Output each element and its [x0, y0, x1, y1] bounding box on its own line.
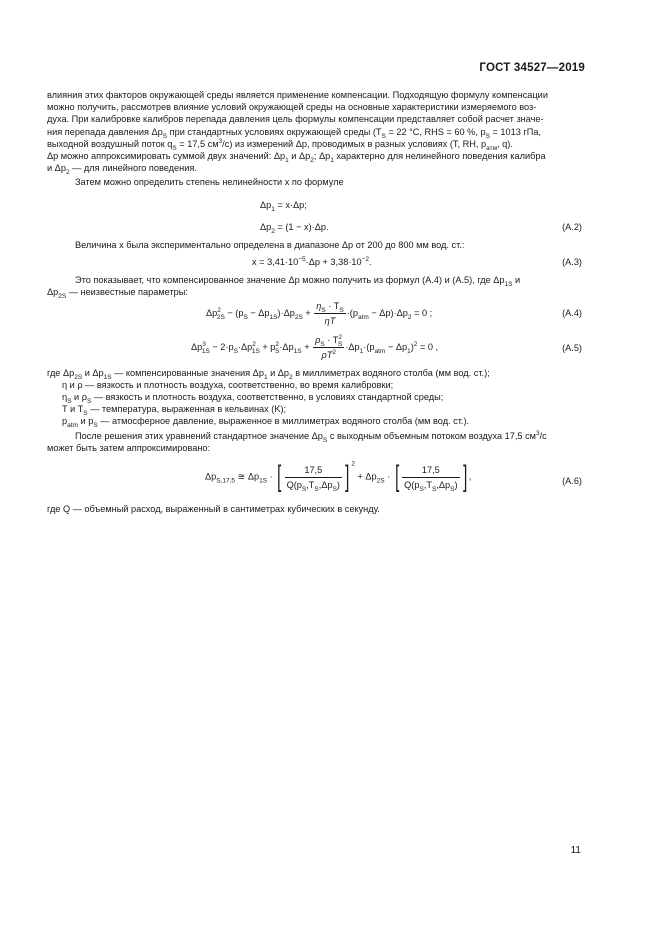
equation-number-a2: (A.2): [562, 222, 582, 232]
equation-a2: $\Delta p_2 = (1 - x)\cdot\Delta p$.: [260, 222, 329, 235]
fraction: $\frac{17,5}{Q(p_S,T_S,\Delta p_S)}$: [404, 464, 458, 493]
text-line: и $\Delta p_2$ — для линейного поведения.: [47, 163, 197, 177]
text-line: Это показывает, что компенсированное значение Δp можно получить из формул (A.4) и (A.5), где $\Delta p_{1S}$ и: [75, 275, 521, 288]
equation-a5: $\Delta p^3_{1S} - 2\cdot p_S\cdot\Delta p^2_{1S} + p^2_S\cdot\Delta p_{1S}$ + $\frac{\rho_S \cdot T^2_S}{\rho T^2}$ $\cdot\Delta p_1\cdot(p_{atm} - \Delta p_1)^2 = 0$ ,: [191, 333, 439, 360]
text-line: ния перепада давления $\Delta p_S$ при стандартных условиях окружающей среды ($T_S = 22$ °C, RHS = 60 %, $p_S = 1013$ гПа,: [47, 126, 541, 140]
equation-a3: $x = 3,41\cdot 10^{-5}\cdot\Delta p + 3,38\cdot 10^{-2}$.: [252, 255, 372, 267]
paragraph-solution: [47, 430, 583, 454]
text-line: Δp можно аппроксимировать суммой двух значений: $\Delta p_1$ и $\Delta p_2$; $\Delta p_1$ характерно для нелинейного поведения калибра: [47, 151, 546, 164]
text-line: можно получить, рассмотрев влияние условий окружающей среды на основные характеристики измеряемого воз-: [47, 102, 537, 113]
equation-a4: $\Delta p^2_{2S} - (p_S - \Delta p_{1S})\cdot\Delta p_{2S}$ + $\frac{\eta_S \cdot T_S}{\eta T}$ $\cdot(p_{atm} - \Delta p)\cdot\Delta p_2 = 0$ ;: [206, 301, 433, 326]
text-line: влияния этих факторов окружающей среды является применение компенсации. Подходящую формулу компенсации: [47, 90, 548, 100]
definition-line: T и $T_S$ — температура, выраженная в кельвинах (K);: [62, 404, 287, 418]
equation-number-a5: (A.5): [562, 343, 582, 353]
definition-line: $p_{atm}$ и $p_S$ — атмосферное давление, выраженное в миллиметрах водяного столба (мм вод. ст.).: [62, 416, 470, 430]
fraction: $\frac{\rho_S \cdot T^2_S}{\rho T^2}$: [315, 333, 343, 360]
paragraph-flow-definition: где Q — объемный расход, выраженный в сантиметрах кубических в секунду.: [47, 504, 380, 514]
paragraph-range: Величина x была экспериментально определена в диапазоне Δp от 200 до 800 мм вод. ст.:: [75, 240, 465, 250]
page-number: 11: [570, 845, 581, 856]
standard-header: ГОСТ 34527—2019: [479, 62, 585, 74]
variable-definitions: [47, 367, 607, 430]
equation-number-a4: (A.4): [562, 308, 582, 318]
text-line: После решения этих уравнений стандартное значение $\Delta p_S$ с выходным объемным потоком воздуха 17,5 $см^3/с$: [75, 429, 547, 444]
text-line: духа. При калибровке калибров перепада давления цель формулы компенсации представляет собой расчет значе-: [47, 114, 544, 125]
equation-number-a6: (A.6): [562, 476, 582, 486]
paragraph-compensated-value: [47, 274, 583, 301]
equation-a6: $\Delta p_{S,17,5}$ ≅ $\Delta p_{1S}$ · [ $\frac{17,5}{Q(p_S,T_S,\Delta p_S)}$ ] $^2 + \Delta p_{2S}$ · [ $\frac{17,5}{Q(p_S,T_S,\Delta p_S)}$ ] ,: [205, 460, 472, 493]
fraction: $\frac{17,5}{Q(p_S,T_S,\Delta p_S)}$: [286, 464, 340, 493]
text-line: $\Delta p_{2S}$ — неизвестные параметры:: [47, 287, 188, 301]
paragraph-nonlinearity: Затем можно определить степень нелинейности x по формуле: [75, 177, 344, 188]
text-line: может быть затем аппроксимировано:: [47, 443, 211, 454]
equation-dp1: $\Delta p_1 = x\cdot\Delta p$;: [260, 200, 307, 213]
fraction: $\frac{\eta_S \cdot T_S}{\eta T}$: [316, 301, 344, 326]
paragraph-compensation: [47, 89, 583, 189]
equation-number-a3: (A.3): [562, 257, 582, 267]
definition-line: η и ρ — вязкость и плотность воздуха, соответственно, во время калибровки;: [62, 380, 394, 391]
definition-line: где $\Delta p_{2S}$ и $\Delta p_{1S}$ — компенсированные значения $\Delta p_1$ и $\Delta p_2$ в миллиметрах водяного столба (мм вод. ст.);: [47, 368, 490, 381]
text-line: выходной воздушный поток $q_S = 17,5$ $см^3/с$) из измерений Δp, проводимых в разных условиях (T, RH, $p_{атм}$, q).: [47, 137, 513, 152]
definition-line: $\eta_S$ и $\rho_S$ — вязкость и плотность воздуха, соответственно, в условиях стандартной среды;: [62, 392, 444, 406]
